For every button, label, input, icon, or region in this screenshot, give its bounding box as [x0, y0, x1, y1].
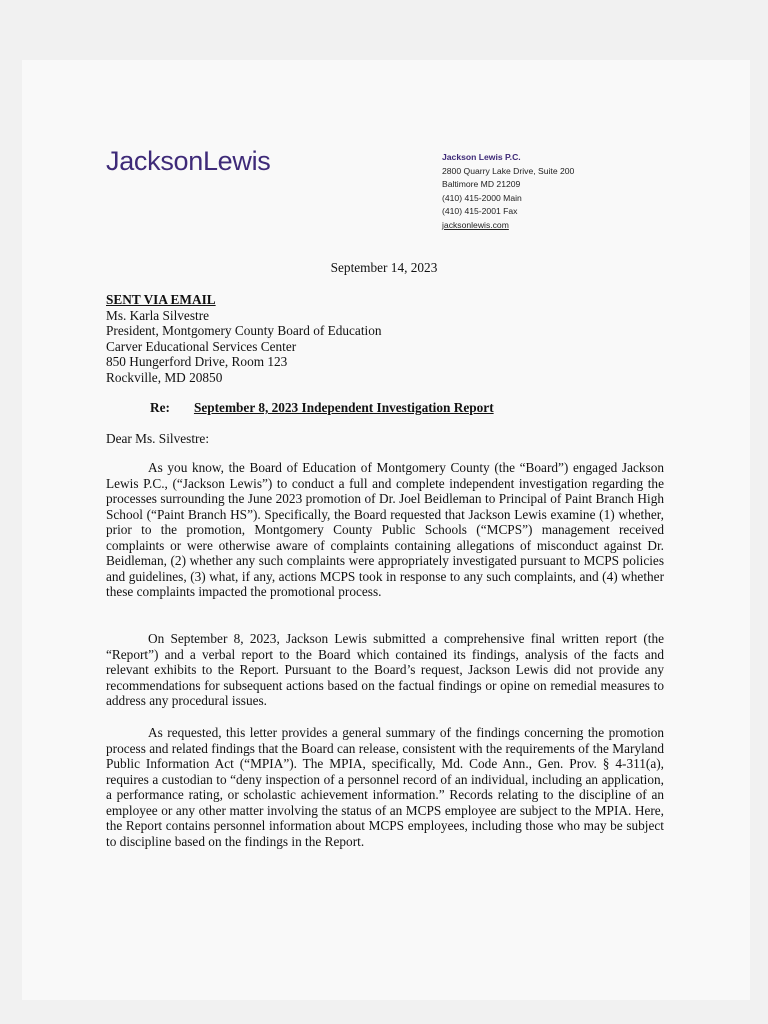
- letter-date: September 14, 2023: [330, 260, 438, 275]
- subject-text: September 8, 2023 Independent Investigation Report: [193, 400, 494, 415]
- delivery-method: SENT VIA EMAIL: [106, 292, 216, 307]
- firm-phone-fax: (410) 415-2001 Fax: [442, 206, 518, 217]
- body-paragraph: On September 8, 2023, Jackson Lewis submitted a comprehensive final written report (the “Report”) and a verbal report to the Board which contained its findings, analysis of the facts and relevant exhibits to the Report. Pursuant to the Board’s request, Jackson Lewis did not provide any recommendations for subsequent actions based on the factual findings or opine on remedial measures to address any procedural issues.: [106, 631, 664, 708]
- firm-phone-main: (410) 415-2000 Main: [442, 192, 522, 203]
- salutation: Dear Ms. Silvestre:: [106, 431, 210, 446]
- recipient-title: President, Montgomery County Board of Education: [106, 323, 382, 339]
- firm-website-link[interactable]: jacksonlewis.com: [442, 219, 509, 230]
- body-paragraph: As requested, this letter provides a general summary of the findings concerning the promotion process and related findings that the Board can release, consistent with the requirements of the Maryland Public Information Act (“MPIA”). The MPIA, specifically, Md. Code Ann., Gen. Prov. § 4-311(a), requires a custodian to “deny inspection of a personnel record of an individual, including an application, a performance rating, or scholastic achievement information.” Records relating to the discipline of an employee or any other matter involving the status of an MCPS employee are subject to the MPIA. Here, the Report contains personnel information about MCPS employees, including those who may be subject to discipline based on the findings in the Report.: [106, 725, 664, 849]
- recipient-city: Rockville, MD 20850: [106, 369, 223, 385]
- body-paragraph: As you know, the Board of Education of Montgomery County (the “Board”) engaged Jackson Lewis P.C., (“Jackson Lewis”) to conduct a full and complete independent investigation regarding the processes surrounding the June 2023 promotion of Dr. Joel Beidleman to Principal of Paint Branch High School (“Paint Branch HS”). Specifically, the Board requested that Jackson Lewis examine (1) whether, prior to the promotion, Montgomery County Public Schools (“MCPS”) management received complaints or were otherwise aware of complaints containing allegations of misconduct against Dr. Beidleman, (2) whether any such complaints were appropriately investigated pursuant to MCPS policies and guidelines, (3) what, if any, actions MCPS took in response to any such complaints, and (4) whether these complaints impacted the promotional process.: [106, 460, 664, 599]
- firm-name: Jackson Lewis P.C.: [442, 152, 521, 162]
- recipient-street: 850 Hungerford Drive, Room 123: [106, 354, 288, 370]
- firm-address-line1: 2800 Quarry Lake Drive, Suite 200: [442, 165, 575, 176]
- recipient-name: Ms. Karla Silvestre: [106, 307, 210, 323]
- firm-address-line2: Baltimore MD 21209: [442, 179, 521, 190]
- firm-logo: JacksonLewis: [106, 146, 271, 176]
- subject-label: Re:: [150, 400, 170, 415]
- recipient-org: Carver Educational Services Center: [106, 338, 297, 354]
- recipient-block: [106, 292, 382, 386]
- firm-contact-block: [442, 151, 574, 233]
- subject-line: [150, 400, 494, 416]
